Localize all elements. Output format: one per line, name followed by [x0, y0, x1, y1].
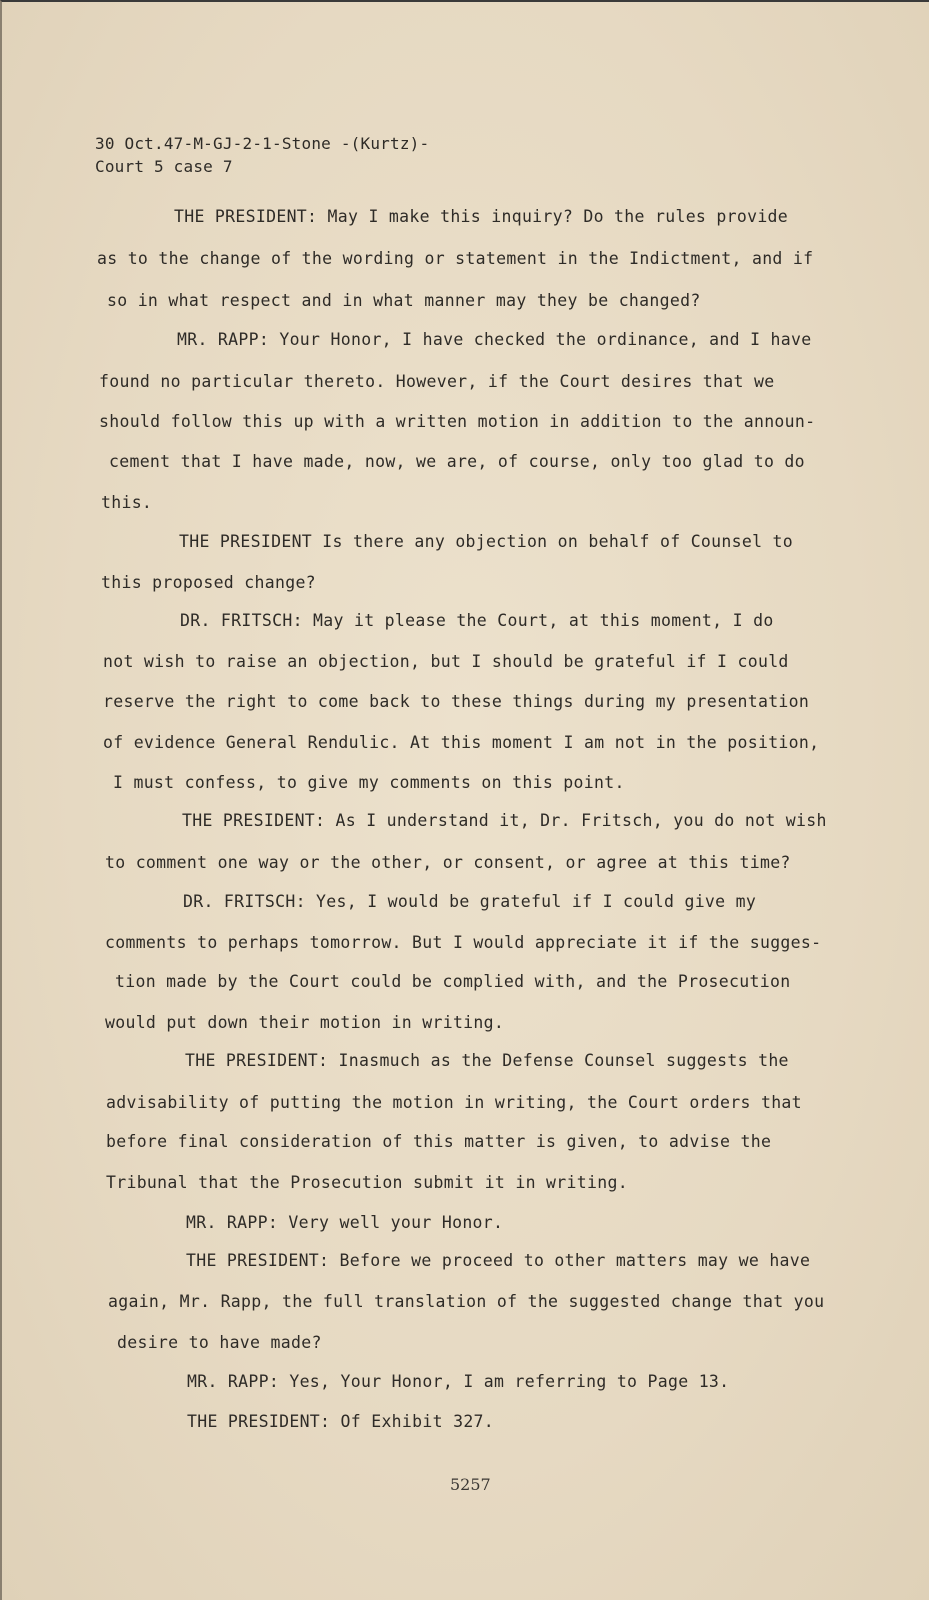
transcript-line: MR. RAPP: Yes, Your Honor, I am referring to Page 13.: [187, 1372, 730, 1391]
transcript-line: would put down their motion in writing.: [105, 1013, 505, 1032]
transcript-line: before final consideration of this matter is given, to advise the: [106, 1132, 772, 1151]
transcript-line: desire to have made?: [117, 1333, 322, 1352]
header-line-date-reference: 30 Oct.47-M-GJ-2-1-Stone -(Kurtz)-: [95, 134, 430, 153]
transcript-line: THE PRESIDENT: Inasmuch as the Defense Counsel suggests the: [185, 1051, 789, 1070]
transcript-line: THE PRESIDENT: Of Exhibit 327.: [187, 1412, 495, 1431]
transcript-line: THE PRESIDENT: May I make this inquiry? Do the rules provide: [174, 207, 789, 226]
transcript-line: DR. FRITSCH: Yes, I would be grateful if I could give my: [183, 892, 757, 911]
transcript-line: reserve the right to come back to these things during my presentation: [103, 692, 810, 711]
transcript-line: not wish to raise an objection, but I should be grateful if I could: [103, 652, 789, 671]
document-header: [95, 132, 429, 178]
transcript-line: THE PRESIDENT Is there any objection on behalf of Counsel to: [179, 532, 794, 551]
transcript-line: of evidence General Rendulic. At this moment I am not in the position,: [103, 733, 820, 752]
transcript-line: to comment one way or the other, or consent, or agree at this time?: [105, 853, 791, 872]
transcript-line: tion made by the Court could be complied with, and the Prosecution: [115, 972, 791, 991]
transcript-line: MR. RAPP: Your Honor, I have checked the ordinance, and I have: [177, 330, 812, 349]
transcript-line: again, Mr. Rapp, the full translation of the suggested change that you: [108, 1292, 825, 1311]
transcript-line: THE PRESIDENT: As I understand it, Dr. Fritsch, you do not wish: [182, 811, 827, 830]
transcript-line: DR. FRITSCH: May it please the Court, at this moment, I do: [180, 611, 774, 630]
transcript-line: THE PRESIDENT: Before we proceed to other matters may we have: [186, 1251, 811, 1270]
transcript-line: I must confess, to give my comments on this point.: [113, 773, 625, 792]
page-number: 5257: [450, 1475, 491, 1494]
header-line-court-case: Court 5 case 7: [95, 157, 233, 176]
transcript-line: this.: [101, 493, 153, 512]
transcript-line: MR. RAPP: Very well your Honor.: [186, 1213, 504, 1232]
transcript-line: advisability of putting the motion in writing, the Court orders that: [106, 1093, 802, 1112]
transcript-line: so in what respect and in what manner may they be changed?: [107, 291, 701, 310]
transcript-line: this proposed change?: [101, 573, 316, 592]
transcript-line: found no particular thereto. However, if the Court desires that we: [99, 372, 775, 391]
transcript-line: should follow this up with a written motion in addition to the announ-: [99, 412, 816, 431]
transcript-line: as to the change of the wording or statement in the Indictment, and if: [97, 249, 814, 268]
transcript-line: cement that I have made, now, we are, of course, only too glad to do: [109, 452, 805, 471]
transcript-line: comments to perhaps tomorrow. But I would appreciate it if the sugges-: [105, 933, 822, 952]
transcript-line: Tribunal that the Prosecution submit it in writing.: [106, 1173, 628, 1192]
